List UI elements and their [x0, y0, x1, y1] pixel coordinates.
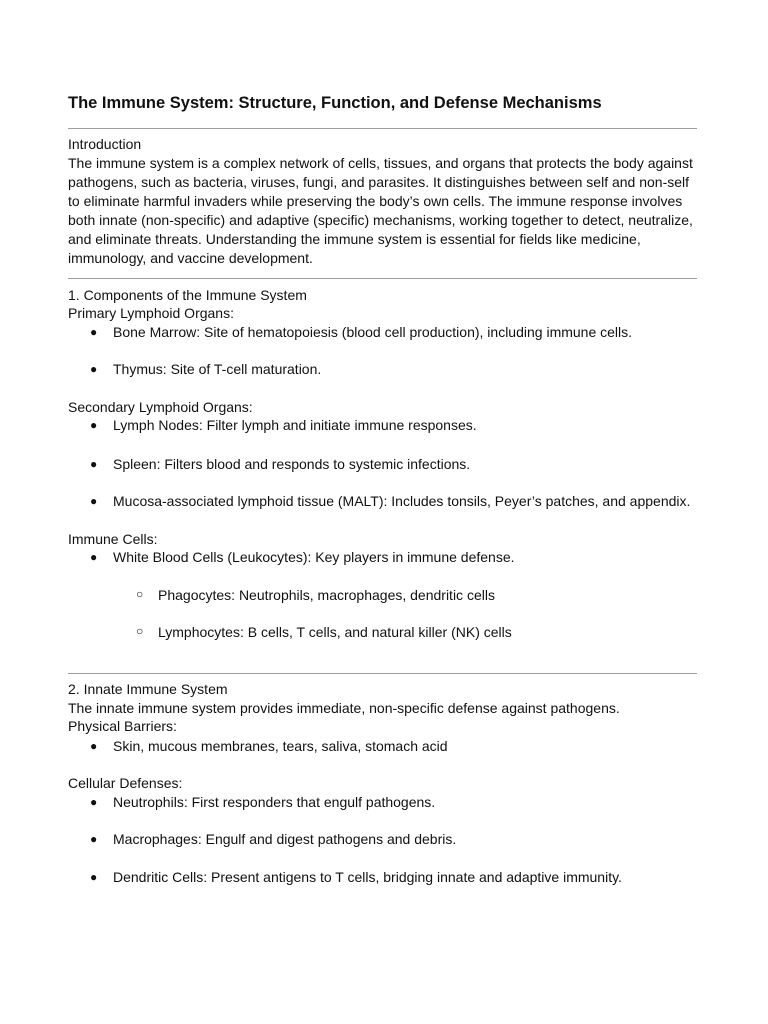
list-item-text: Thymus: Site of T-cell maturation. — [113, 361, 322, 377]
list-item-text: Dendritic Cells: Present antigens to T cells, bridging innate and adaptive immunity. — [113, 869, 622, 885]
bullet-marker: ● — [90, 418, 98, 432]
list-item — [90, 830, 457, 849]
divider — [68, 673, 697, 674]
secondary-lymphoid-label: Secondary Lymphoid Organs: — [68, 399, 253, 415]
list-item — [90, 360, 322, 379]
list-item — [90, 737, 448, 756]
bullet-marker: ● — [90, 457, 98, 471]
physical-barriers-label: Physical Barriers: — [68, 718, 177, 734]
list-item — [90, 323, 633, 342]
list-item-text: Lymph Nodes: Filter lymph and initiate immune responses. — [113, 417, 477, 433]
primary-lymphoid-label: Primary Lymphoid Organs: — [68, 305, 234, 321]
list-item-text: White Blood Cells (Leukocytes): Key players in immune defense. — [113, 549, 515, 565]
bullet-marker: ● — [90, 362, 98, 376]
intro-paragraph: The immune system is a complex network of cells, tissues, and organs that protects the body against pathogens, such as bacteria, viruses, fungi, and parasites. It distinguishes between self and non-self to eliminate harmful invaders while preserving the body’s own cells. The immune response involves both innate (non-specific) and adaptive (specific) mechanisms, working together to detect, neutralize, and eliminate threats. Understanding the immune system is essential for fields like medicine, immunology, and vaccine development. — [68, 155, 693, 266]
list-item-text: Spleen: Filters blood and responds to systemic infections. — [113, 456, 471, 472]
list-item — [90, 492, 691, 511]
bullet-marker: ● — [90, 739, 98, 753]
bullet-marker: ● — [90, 550, 98, 564]
list-item-text: Neutrophils: First responders that engulf pathogens. — [113, 794, 436, 810]
list-item — [90, 868, 622, 887]
immune-cells-label: Immune Cells: — [68, 531, 158, 547]
bullet-marker: ● — [90, 832, 98, 846]
divider — [68, 278, 697, 279]
bullet-marker: ● — [90, 795, 98, 809]
list-item-text: Macrophages: Engulf and digest pathogens and debris. — [113, 831, 457, 847]
list-item — [90, 455, 471, 474]
list-item-text: Bone Marrow: Site of hematopoiesis (blood cell production), including immune cells. — [113, 324, 633, 340]
section1-heading: 1. Components of the Immune System — [68, 287, 307, 303]
document-title: The Immune System: Structure, Function, and Defense Mechanisms — [68, 94, 602, 112]
section2-intro: The innate immune system provides immediate, non-specific defense against pathogens. — [68, 700, 620, 716]
intro-heading: Introduction — [68, 136, 142, 152]
sub-list-item — [136, 586, 495, 605]
sub-bullet-marker: ○ — [136, 624, 144, 638]
list-item — [90, 548, 515, 567]
bullet-marker: ● — [90, 870, 98, 884]
sub-list-item-text: Phagocytes: Neutrophils, macrophages, dendritic cells — [158, 587, 495, 603]
section2-heading: 2. Innate Immune System — [68, 681, 228, 697]
bullet-marker: ● — [90, 325, 98, 339]
list-item-text: Skin, mucous membranes, tears, saliva, stomach acid — [113, 738, 448, 754]
sub-list-item — [136, 623, 512, 642]
cellular-defenses-label: Cellular Defenses: — [68, 775, 183, 791]
divider — [68, 128, 697, 129]
bullet-marker: ● — [90, 494, 98, 508]
list-item — [90, 416, 477, 435]
list-item-text: Mucosa-associated lymphoid tissue (MALT): Includes tonsils, Peyer’s patches, and appendix. — [113, 493, 691, 509]
sub-bullet-marker: ○ — [136, 587, 144, 601]
list-item — [90, 793, 436, 812]
sub-list-item-text: Lymphocytes: B cells, T cells, and natural killer (NK) cells — [158, 624, 512, 640]
